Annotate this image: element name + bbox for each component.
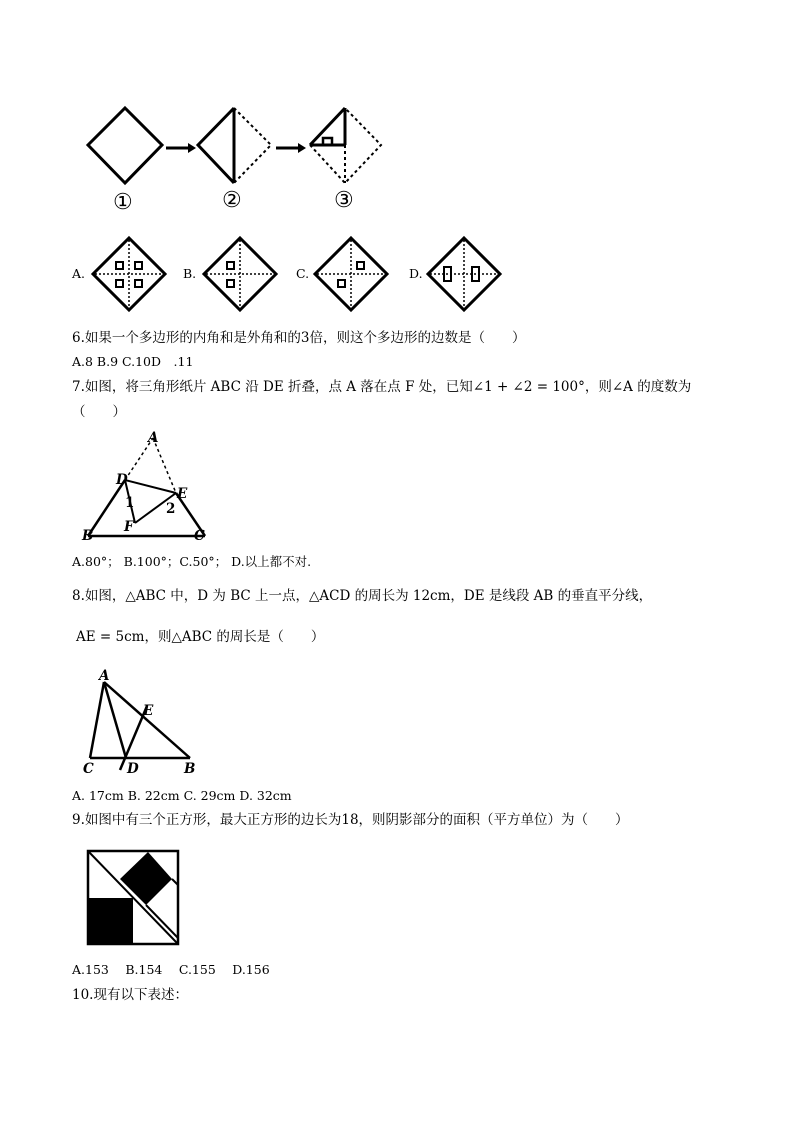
- q8-question-line2: AE = 5cm，则△ABC 的周长是（ ）: [76, 629, 325, 645]
- q8-label-b: B: [184, 761, 196, 777]
- q5-option-b-label: B.: [183, 266, 197, 281]
- q8-options: A. 17cm B. 22cm C. 29cm D. 32cm: [72, 788, 292, 803]
- fold-step-3-label: ③: [334, 188, 354, 213]
- q7-label-e: E: [177, 486, 188, 502]
- q7-label-c: C: [194, 528, 205, 544]
- q7-question-line2: （ ）: [72, 404, 126, 420]
- q7-label-f: F: [124, 519, 134, 535]
- q7-triangle-figure: [80, 428, 240, 548]
- q5-option-a-figure: [89, 235, 169, 315]
- q8-label-e: E: [143, 703, 154, 719]
- q7-question-line1: 7.如图，将三角形纸片 ABC 沿 DE 折叠，点 A 落在点 F 处，已知∠1 + ∠2 = 100°，则∠A 的度数为: [72, 379, 692, 395]
- q10-question: 10.现有以下表述：: [72, 987, 188, 1003]
- q7-label-2: 2: [166, 501, 176, 517]
- q5-option-a-label: A.: [72, 266, 86, 281]
- q7-label-1: 1: [125, 495, 135, 511]
- q8-label-a: A: [99, 668, 110, 684]
- q9-question: 9.如图中有三个正方形，最大正方形的边长为18，则阴影部分的面积（平方单位）为（ ）: [72, 812, 629, 828]
- q6-options: A.8 B.9 C.10D .11: [72, 354, 194, 369]
- q5-option-c-label: C.: [296, 266, 310, 281]
- q5-option-d-label: D.: [409, 266, 423, 281]
- q5-option-b-figure: [200, 235, 280, 315]
- q7-options: A.80°； B.100°；C.50°； D.以上都不对.: [72, 554, 312, 569]
- q6-question: 6.如果一个多边形的内角和是外角和的3倍，则这个多边形的边数是（ ）: [72, 330, 526, 346]
- q9-options: A.153 B.154 C.155 D.156: [72, 962, 270, 977]
- q7-label-a: A: [148, 430, 159, 446]
- q8-label-c: C: [83, 761, 94, 777]
- q7-label-d: D: [116, 472, 128, 488]
- fold-step-2-label: ②: [222, 188, 242, 213]
- q5-option-c-figure: [311, 235, 391, 315]
- q5-option-d-figure: [424, 235, 504, 315]
- fold-step-1-label: ①: [113, 190, 133, 215]
- q9-squares-figure: [86, 849, 186, 949]
- q7-label-b: B: [82, 528, 94, 544]
- q8-label-d: D: [127, 761, 139, 777]
- q8-question-line1: 8.如图，△ABC 中，D 为 BC 上一点，△ACD 的周长为 12cm，DE 是线段 AB 的垂直平分线，: [72, 588, 653, 604]
